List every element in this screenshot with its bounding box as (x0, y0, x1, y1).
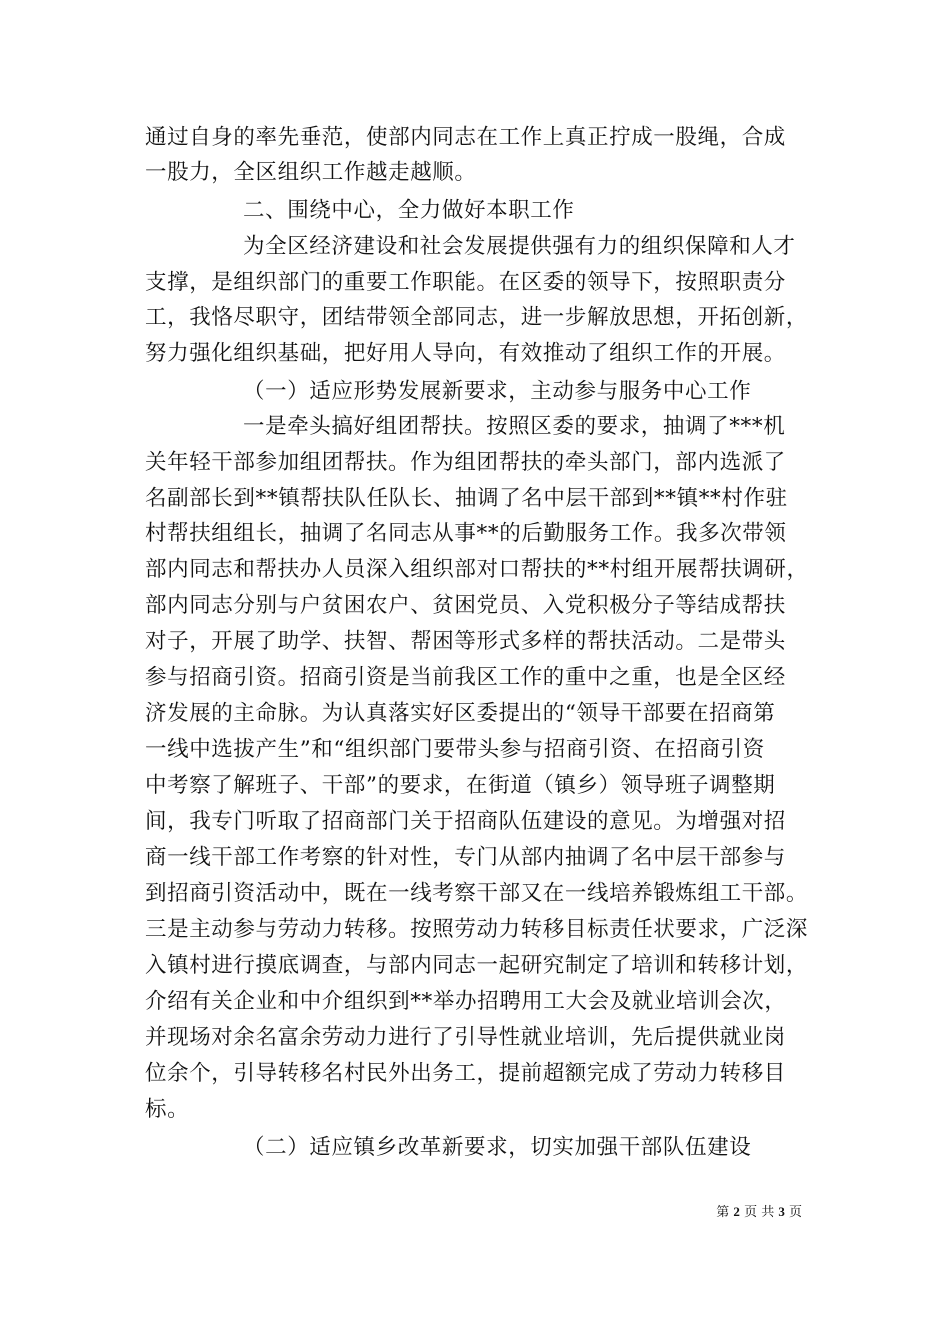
text-line: 支撑，是组织部门的重要工作职能。在区委的领导下，按照职责分 (145, 270, 786, 295)
text-line: 标。 (145, 1097, 190, 1122)
text-line: 为全区经济建设和社会发展提供强有力的组织保障和人才 (243, 234, 796, 259)
text-line: 中考察了解班子、干部”的要求，在街道（镇乡）领导班子调整期 (145, 773, 776, 798)
text-line: 名副部长到**镇帮扶队任队长、抽调了名中层干部到**镇**村作驻 (145, 486, 788, 511)
text-line: 工，我恪尽职守，团结带领全部同志，进一步解放思想，开拓创新， (145, 305, 809, 330)
footer-middle: 页 共 (744, 1205, 775, 1220)
subsection-heading: （一）适应形势发展新要求，主动参与服务中心工作 (243, 379, 752, 404)
text-line: 三是主动参与劳动力转移。按照劳动力转移目标责任状要求，广泛深 (145, 917, 809, 942)
footer-suffix: 页 (788, 1205, 802, 1220)
text-line: 村帮扶组组长，抽调了名同志从事**的后勤服务工作。我多次带领 (145, 521, 787, 546)
text-line: 并现场对余名富余劳动力进行了引导性就业培训，先后提供就业岗 (145, 1025, 786, 1050)
text-line: 部内同志分别与户贫困农户、贫困党员、入党积极分子等结成帮扶 (145, 593, 786, 618)
text-line: 对子，开展了助学、扶智、帮困等形式多样的帮扶活动。二是带头 (145, 629, 786, 654)
text-line: 入镇村进行摸底调查，与部内同志一起研究制定了培训和转移计划， (145, 953, 809, 978)
page-number-footer (716, 1203, 802, 1222)
text-line: 间，我专门听取了招商部门关于招商队伍建设的意见。为增强对招 (145, 809, 786, 834)
text-line: 商一线干部工作考察的针对性，专门从部内抽调了名中层干部参与 (145, 845, 786, 870)
text-line: 通过自身的率先垂范，使部内同志在工作上真正拧成一股绳，合成 (145, 125, 786, 150)
text-line: 参与招商引资。招商引资是当前我区工作的重中之重，也是全区经 (145, 665, 786, 690)
text-line: 一股力，全区组织工作越走越顺。 (145, 160, 477, 185)
text-line: 介绍有关企业和中介组织到**举办招聘用工大会及就业培训会次， (145, 989, 787, 1014)
text-line: 关年轻干部参加组团帮扶。作为组团帮扶的牵头部门，部内选派了 (145, 450, 786, 475)
text-line: 一是牵头搞好组团帮扶。按照区委的要求，抽调了***机 (243, 414, 786, 439)
text-line: 济发展的主命脉。为认真落实好区委提出的“领导干部要在招商第 (145, 701, 776, 726)
text-line: 努力强化组织基础，把好用人导向，有效推动了组织工作的开展。 (145, 341, 786, 366)
text-line: 到招商引资活动中，既在一线考察干部又在一线培养锻炼组工干部。 (145, 881, 809, 906)
current-page-number: 2 (733, 1204, 740, 1219)
text-line: 位余个，引导转移名村民外出务工，提前超额完成了劳动力转移目 (145, 1061, 786, 1086)
text-line: 一线中选拔产生”和“组织部门要带头参与招商引资、在招商引资 (145, 737, 765, 762)
subsection-heading: （二）适应镇乡改革新要求，切实加强干部队伍建设 (243, 1135, 752, 1160)
section-heading: 二、围绕中心，全力做好本职工作 (243, 198, 575, 223)
total-page-number: 3 (778, 1204, 785, 1219)
text-line: 部内同志和帮扶办人员深入组织部对口帮扶的**村组开展帮扶调研， (145, 557, 809, 582)
footer-prefix: 第 (716, 1205, 730, 1220)
